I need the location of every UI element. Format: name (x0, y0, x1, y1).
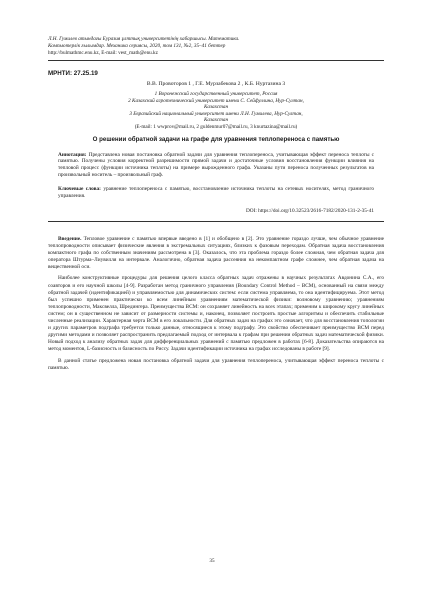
affiliation-line: 2 Казахский агротехнический университет имени С. Сейфуллина, Нур-Султан, (128, 97, 304, 104)
abstract-text: Представлена новая постановка обратной задачи для уравнения теплопереноса, учитывающая эффект переноса теплоты с памятью. Получены условия корректной разрешимости прямой задачи и достаточные условия восстановления функции влияния на тепловой процесс (функции источника теплоты) на примере вырожденного графа. Указаны пути переноса полученных результатов на произвольный носитель – произвольный граф. (58, 151, 374, 179)
doi-link[interactable]: DOI: https://doi.org/10.32523/2616-7182/2020-131-2-35-41 (245, 208, 374, 214)
affiliation-line: Казахстан (203, 117, 229, 124)
affiliations (48, 91, 384, 124)
journal-header (48, 36, 384, 57)
article-page (48, 36, 384, 372)
mrnti-code: МРНТИ: 27.25.19 (48, 70, 98, 77)
author-list: В.В. Провоторов 1 , Г.Е. Мурзабекова 2 , К.Б. Нуртазина 3 (146, 81, 286, 87)
abstract (58, 152, 374, 180)
journal-url: http://bulmathmc.enu.kz, E-mail: vest_math@enu.kz (48, 50, 158, 56)
body-paragraph: В данной статье предложена новая постановка обратной задачи для уравнения теплопереноса, учитывающая эффект переноса теплоты с памятью. (48, 357, 384, 371)
affiliation-line: 1 Воронежский государственный университет, Россия (154, 91, 278, 97)
author-emails: (E-mail: 1 wwprov@mail.ru, 2 guldenmur07@mail.ru, 3 knurtazina@mail.ru) (134, 123, 298, 130)
keywords (58, 186, 374, 200)
article-body (48, 236, 384, 372)
intro-label: Введение. (58, 236, 82, 242)
keywords-text: уравнение теплопереноса с памятью, восстановление источника теплоты на сетевых носителях, метод граничного управления. (58, 186, 375, 200)
affiliation-line: Казахстан (203, 104, 229, 111)
affiliation-line: 3 Евразийский национальный университет имени Л.Н. Гумилева, Нур-Султан, (129, 110, 303, 117)
body-paragraph: Наиболее конструктивные процедуры для решения целого класса обратных задач отражены в научных результатах Авдонина С.А., его соавторов и его научной школы [4-9]. Разработан метод граничного управления (Boundary Control Method – BCM), основанный на связи между обратной задачей (идентификацией) и управляемостью для динамических систем: если система управляема, то она идентифицируема. Этот метод был успешно применен практически ко всем линейным уравнениям математической физики: волновому уравнению; уравнениям теплопроводности, Максвелла, Шредингера. Преимущества ВСМ: он сохраняет линейность на всех этапах; применим к широкому кругу линейных систем; он в существенном не зависит от размерности системы и, наконец, позволяет построить простые алгоритмы и обеспечить стабильные численные реализации. Характерная черта ВСМ в его локальности. Для обратных задач на графах это означает, что для восстановления топологии и других параметров подграфа требуется только данные, относящиеся к этому подграфу. Это свойство обеспечивает преимущество ВСМ перед другими методами и позволяет распространить предлагаемый подход от интервала к графам при решении обратных задач математической физики. Новый подход к анализу обратных задач для дифференциальных уравнений с памятью предложен в работах [6-8]. Доказательства опираются на метод моментов, L-базисность и базисность по Риссу. Задачи идентификации источника на графах исследованы в работе [9]. (48, 275, 384, 353)
keywords-label: Ключевые слова: (58, 186, 101, 193)
abstract-label: Аннотация: (58, 151, 87, 158)
doi-divider (48, 221, 384, 222)
journal-line: Л.Н. Гумилев атындағы Еуразия ұлттық университетінің хабаршысы. Математика. (48, 36, 240, 42)
journal-line: Компьютерлік ғылымдар. Механика сериясы, 2020, том 131, №2, 35–41 беттер (48, 43, 226, 49)
article-title: О решении обратной задачи на графе для уравнения теплопереноса с памятью (92, 135, 340, 143)
body-paragraph (48, 236, 384, 271)
page-number: 35 (209, 558, 215, 564)
paragraph-text: Тепловое уравнение с памятью впервые введено в [1] и обобщено в [2]. Это уравнение гораздо лучше, чем обычное уравнение теплопроводности описывает физические явления в экстремальных ситуациях, близких к фазовым переходам. Обратная задача восстановления компактного графа по собственным значениям рассмотрена в [3]. Оказалось, что эта проблема гораздо более сложная, чем обратная задача для оператора Штурма–Лиувилля на интервале. Аналогично, обратная задача рассеяния на некомпактном графе сложнее, чем обратная задача на вещественной оси. (48, 236, 385, 271)
header-divider (48, 60, 384, 61)
